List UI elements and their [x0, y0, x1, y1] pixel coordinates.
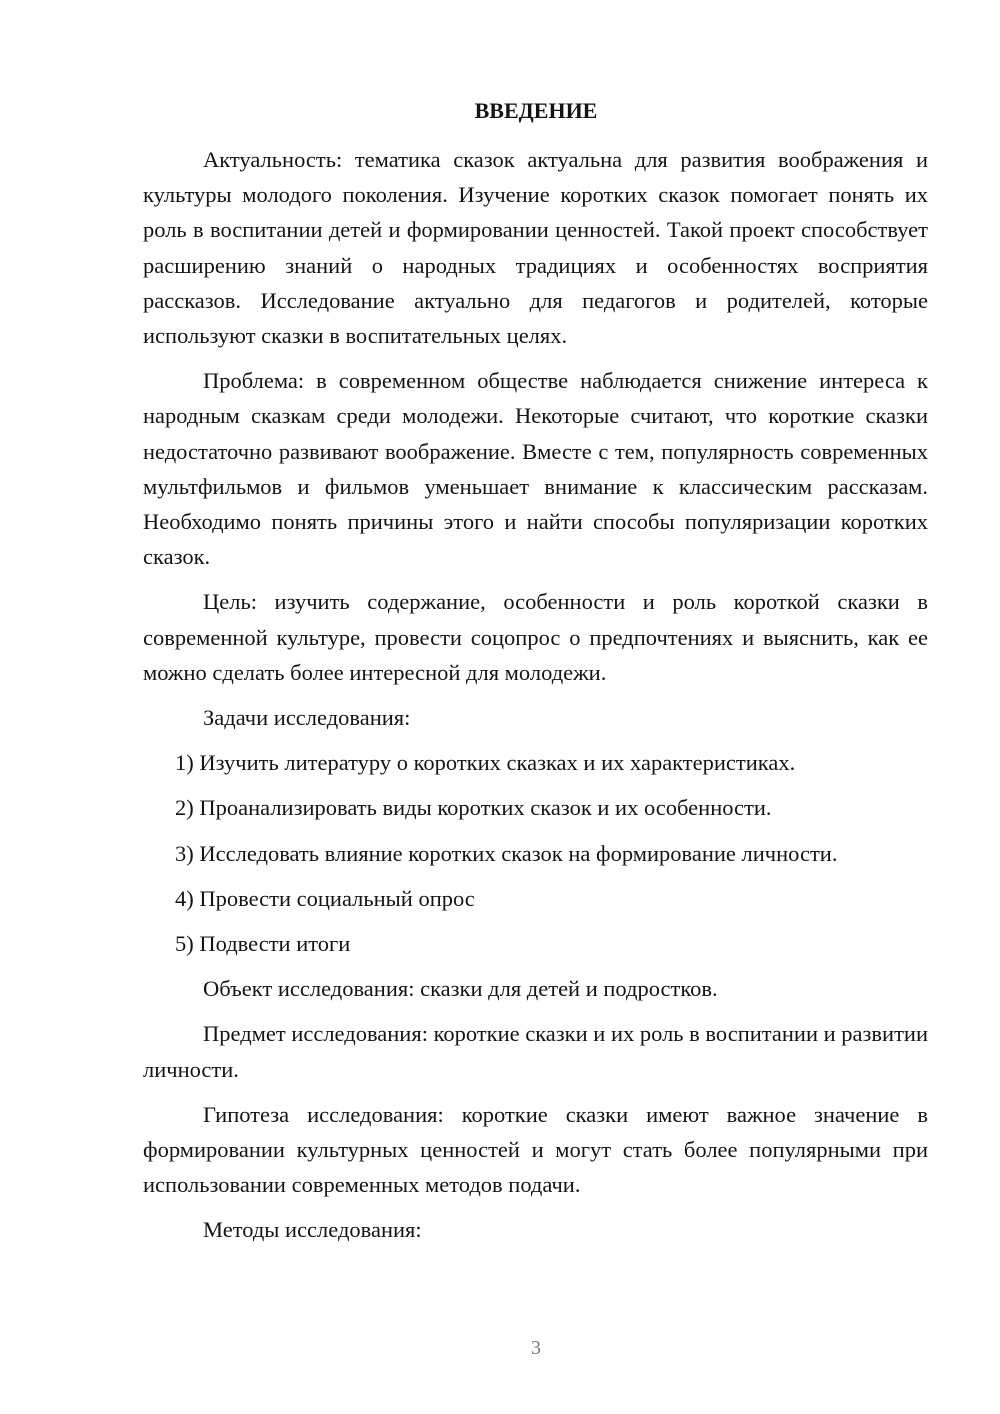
- list-item: 1) Изучить литературу о коротких сказках и их характеристиках.: [175, 750, 796, 776]
- paragraph-subject: Предмет исследования: короткие сказки и их роль в воспитании и развитии личности.: [143, 1021, 928, 1082]
- paragraph-hypothesis: Гипотеза исследования: короткие сказки имеют важное значение в формировании культурных ценностей и могут стать более популярными при использовании современных методов подачи.: [143, 1101, 928, 1198]
- tasks-list: [143, 745, 928, 961]
- list-item: 5) Подвести итоги: [175, 931, 351, 957]
- paragraph-object: Объект исследования: сказки для детей и подростков.: [203, 976, 718, 1002]
- page-number: 3: [531, 1337, 541, 1359]
- list-item: 2) Проанализировать виды коротких сказок и их особенности.: [175, 795, 772, 821]
- paragraph-goal: Цель: изучить содержание, особенности и роль короткой сказки в современной культуре, провести соцопрос о предпочтениях и выяснить, как ее можно сделать более интересной для молодежи.: [143, 589, 928, 685]
- paragraph-relevance: Актуальность: тематика сказок актуальна для развития воображения и культуры молодого поколения. Изучение коротких сказок помогает понять их роль в воспитании детей и формировании ценностей. Такой проект способствует расширению знаний о народных традициях и особенностях восприятия рассказов. Исследование актуально для педагогов и родителей, которые используют сказки в воспитательных целях.: [143, 147, 928, 349]
- methods-heading: Методы исследования:: [203, 1217, 422, 1243]
- document-body: [143, 142, 928, 1258]
- tasks-heading: Задачи исследования:: [203, 705, 411, 731]
- page-title: ВВЕДЕНИЕ: [474, 98, 598, 123]
- list-item: 4) Провести социальный опрос: [175, 885, 475, 911]
- list-item: 3) Исследовать влияние коротких сказок на формирование личности.: [175, 840, 838, 866]
- paragraph-problem: Проблема: в современном обществе наблюдается снижение интереса к народным сказкам среди молодежи. Некоторые считают, что короткие сказки недостаточно развивают воображение. Вместе с тем, популярность современных мультфильмов и фильмов уменьшает внимание к классическим рассказам. Необходимо понять причины этого и найти способы популяризации коротких сказок.: [143, 368, 928, 570]
